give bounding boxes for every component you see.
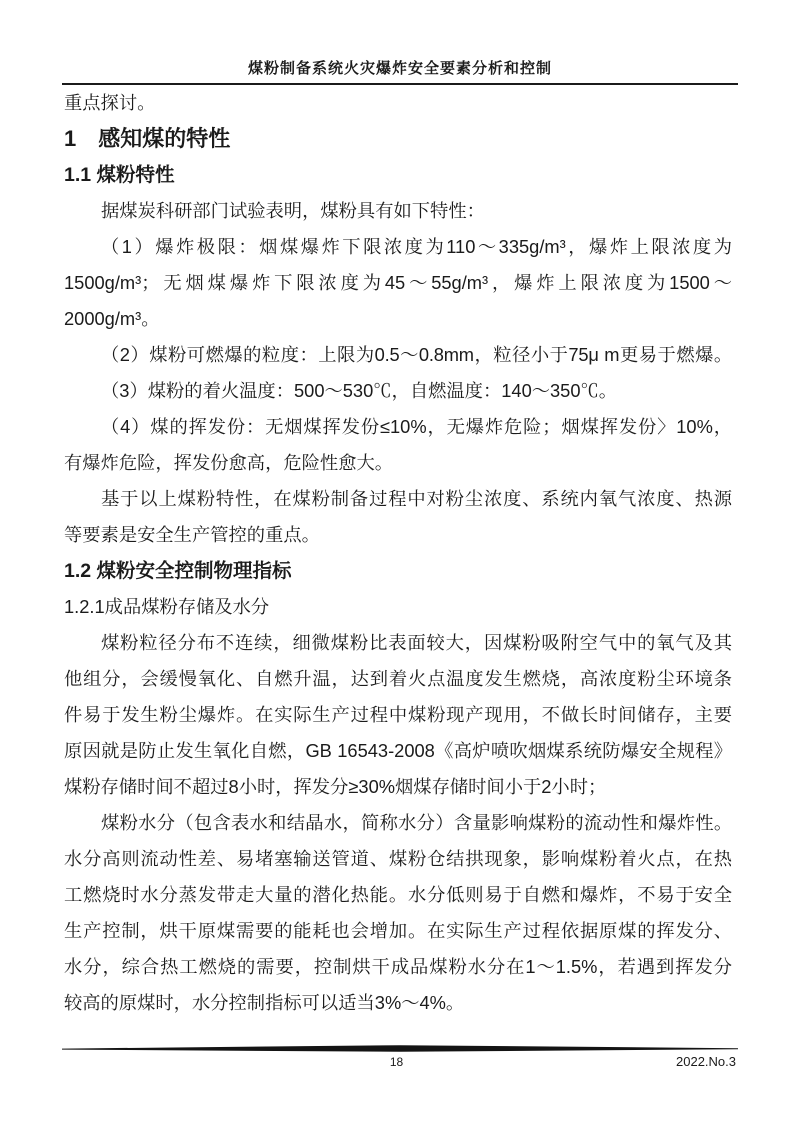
paragraph — [64, 229, 732, 337]
text-line: （2）煤粉可燃爆的粒度：上限为0.5～0.8mm，粒径小于75μ m更易于燃爆。 — [101, 344, 732, 365]
paragraph — [64, 337, 732, 373]
paragraph — [64, 193, 732, 229]
text-line: 基于以上煤粉特性，在煤粉制备过程中对粉尘浓度、系统内氧气浓度、热源 — [101, 488, 732, 509]
section-heading-1-2-1: 1.2.1成品煤粉存储及水分 — [64, 596, 270, 617]
page-number: 18 — [389, 1055, 404, 1069]
running-title: 煤粉制备系统火灾爆炸安全要素分析和控制 — [247, 60, 552, 77]
paragraph — [64, 625, 732, 805]
text-line: 煤粉存储时间不超过8小时，挥发分≥30%烟煤存储时间小于2小时； — [64, 776, 607, 797]
text-line: 有爆炸危险，挥发份愈高，危险性愈大。 — [64, 452, 394, 473]
text-line: 2000g/m³。 — [64, 308, 160, 329]
text-line: 件易于发生粉尘爆炸。在实际生产过程中煤粉现产现用，不做长时间储存，主要 — [64, 704, 732, 725]
text-line: 工燃烧时水分蒸发带走大量的潜化热能。水分低则易于自燃和爆炸，不易于安全 — [64, 884, 732, 905]
text-line: （1）爆炸极限：烟煤爆炸下限浓度为110～335g/m³，爆炸上限浓度为 — [101, 236, 732, 257]
section-heading-1: 1 感知煤的特性 — [64, 126, 231, 151]
text-line: 等要素是安全生产管控的重点。 — [64, 524, 320, 545]
section-heading-1-1: 1.1 煤粉特性 — [64, 164, 175, 186]
text-line: 据煤炭科研部门试验表明，煤粉具有如下特性： — [101, 200, 485, 221]
text-line: 煤粉粒径分布不连续，细微煤粉比表面较大，因煤粉吸附空气中的氧气及其 — [101, 632, 732, 653]
paragraph — [64, 373, 732, 409]
page-body — [64, 85, 732, 1021]
text-line: 他组分，会缓慢氧化、自燃升温，达到着火点温度发生燃烧，高浓度粉尘环境条 — [64, 668, 732, 689]
text-line: 生产控制，烘干原煤需要的能耗也会增加。在实际生产过程依据原煤的挥发分、 — [64, 920, 732, 941]
paragraph — [64, 481, 732, 553]
page-header — [62, 60, 738, 85]
text-line: 1500g/m³；无烟煤爆炸下限浓度为45～55g/m³，爆炸上限浓度为1500～ — [64, 272, 732, 293]
text-line: 原因就是防止发生氧化自燃，GB 16543-2008《高炉喷吹烟煤系统防爆安全规程》 — [64, 740, 732, 761]
footer-rule — [62, 1044, 738, 1053]
text-line: 重点探讨。 — [64, 92, 156, 113]
section-heading-1-2: 1.2 煤粉安全控制物理指标 — [64, 560, 292, 582]
text-line: 水分，综合热工燃烧的需要，控制烘干成品煤粉水分在1～1.5%，若遇到挥发分 — [64, 956, 732, 977]
text-line: 较高的原煤时，水分控制指标可以适当3%～4%。 — [64, 992, 465, 1013]
text-line: 水分高则流动性差、易堵塞输送管道、煤粉仓结拱现象，影响煤粉着火点，在热 — [64, 848, 732, 869]
paragraph — [64, 409, 732, 481]
text-line: （4）煤的挥发份：无烟煤挥发份≤10%，无爆炸危险；烟煤挥发份〉10%， — [101, 416, 732, 437]
paragraph — [64, 805, 732, 1021]
text-line: （3）煤粉的着火温度：500～530℃，自燃温度：140～350℃。 — [101, 380, 618, 401]
issue-label: 2022.No.3 — [676, 1054, 736, 1069]
text-line: 煤粉水分（包含表水和结晶水，简称水分）含量影响煤粉的流动性和爆炸性。 — [101, 812, 732, 833]
